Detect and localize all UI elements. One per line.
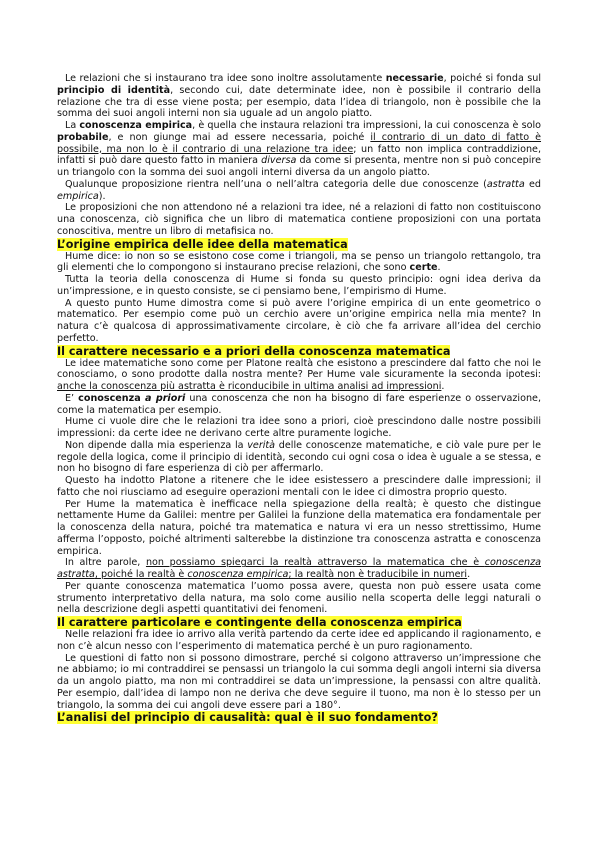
text-run: Hume ci vuole dire che le relazioni tra idee sono a priori, cioè prescindono dalle nostre possibili impressioni: da certe idee ne derivano certe altre puramente logiche. — [57, 416, 541, 439]
text-run: Le questioni di fatto non si possono dimostrare, perché si colgono attraverso un’impressione che ne abbiamo; io mi contraddirei se pensassi un triangolo la cui somma degli angoli interni sia diversa da un angolo piatto, ma non mi contraddirei se data un’impressione, la pensassi con altre qualità. Per esempio, dall’idea di lampo non ne deriva che deve seguire il tuono, ma non è lo stesso per un triangolo, la somma dei cui angoli deve essere pari a 180°. — [57, 652, 541, 711]
text-run: E’ — [65, 392, 79, 404]
body-paragraph — [57, 251, 541, 275]
text-run: probabile — [57, 131, 109, 143]
body-paragraph — [57, 179, 541, 203]
text-run: ; la realtà non è traducibile in numeri — [288, 569, 468, 580]
body-paragraph — [57, 298, 541, 345]
body-paragraph — [57, 653, 541, 712]
text-run: il contrario di un dato di fatto è possibile, ma non lo è il contrario di una relazione tra idee — [57, 131, 542, 155]
body-paragraph — [57, 202, 541, 237]
section-heading-text: L’analisi del principio di causalità: qual è il suo fondamento? — [57, 711, 438, 725]
text-run: Per quante conoscenza matematica l’uomo possa avere, questa non può essere usata come strumento interpretativo della natura, ma solo come ausilio nella scoperta delle leggi naturali o nella descrizione degli aspetti quantitativi dei fenomeni. — [57, 580, 541, 616]
text-run: A questo punto Hume dimostra come si può avere l’origine empirica di un ente geometrico o matematico. Per esempio come può un cerchio avere un’origine empirica nella mia mente? In natura c’è qualcosa di approssimativamente circolare, è ciò che fa arrivare all’idea del cerchio perfetto. — [57, 297, 541, 344]
text-run: , poiché si fonda sul — [443, 73, 541, 84]
section-heading-text: Il carattere particolare e contingente della conoscenza empirica — [57, 616, 462, 629]
body-paragraph — [57, 73, 541, 120]
text-run: conoscenza empirica — [187, 569, 289, 580]
section-heading-text: Il carattere necessario e a priori della conoscenza matematica — [57, 344, 451, 358]
text-run: certe — [409, 262, 438, 274]
text-run: Hume dice: io non so se esistono cose come i triangoli, ma se penso un triangolo rettangolo, tra gli elementi che lo compongono si instaurano precise relazioni, che sono — [57, 250, 541, 274]
text-run: Tutta la teoria della conoscenza di Hume si fonda su questo principio: ogni idea deriva da un’impressione, e in questo consiste, se ci pensiamo bene, l’empirismo di Hume. — [57, 274, 541, 297]
text-run: Le relazioni che si instaurano tra idee sono inoltre assolutamente — [65, 73, 386, 84]
body-paragraph — [57, 274, 541, 298]
document-page — [57, 73, 541, 724]
body-paragraph — [57, 416, 541, 440]
text-run: da come si presenta, mentre non si può concepire un triangolo con la somma dei suoi angoli interni diversa da un angolo piatto. — [57, 155, 541, 178]
text-run: ; un fatto non implica contraddizione, infatti si può dare questo fatto in maniera — [57, 143, 541, 167]
text-run: necessarie — [385, 73, 444, 84]
body-paragraph — [57, 629, 541, 653]
text-run: ed — [524, 178, 541, 190]
text-run: conoscenza astratta — [57, 557, 541, 580]
text-run: verità — [247, 439, 276, 451]
text-run: . — [437, 262, 441, 274]
text-run: . — [441, 381, 445, 392]
section-heading — [57, 711, 541, 724]
body-paragraph — [57, 393, 541, 417]
text-run: empirica — [57, 190, 99, 202]
text-run: delle conoscenze matematiche, e ciò vale pure per le regole della logica, come il principio di identità, secondo cui ogni cosa o idea è uguale a se stessa, e non ho bisogno di fare esperienza di ciò per affermarlo. — [57, 439, 541, 475]
text-run: astratta — [486, 178, 525, 190]
text-run: Questo ha indotto Platone a ritenere che le idee esistessero a prescindere dalle impressioni; il fatto che noi riusciamo ad eseguire operazioni mentali con le idee ci dimostra proprio questo. — [57, 475, 541, 498]
text-run: , poiché la realtà è — [94, 569, 188, 580]
section-heading-text: L’origine empirica delle idee della matematica — [57, 237, 348, 251]
body-paragraph — [57, 358, 541, 393]
text-run: . — [467, 569, 471, 580]
text-run: diversa — [261, 155, 297, 167]
text-run: Nelle relazioni fra idee io arrivo alla verità partendo da certe idee ed applicando il ragionamento, e non c’è alcun nesso con l’esperimento di matematica perché è un puro ragionamento. — [57, 629, 541, 652]
body-paragraph — [57, 475, 541, 499]
text-run: conoscenza empirica — [79, 120, 193, 131]
text-run: principio di identità — [57, 84, 171, 96]
body-paragraph — [57, 557, 541, 581]
text-run: , è quella che instaura relazioni tra impressioni, la cui conoscenza è solo — [192, 120, 542, 131]
text-run: , e non giunge mai ad essere necessaria, poiché — [108, 131, 371, 143]
text-run: Le idee matematiche sono come per Platone realtà che esistono a prescindere dal fatto che noi le conosciamo, o sono prodotte dalla nostra mente? Per Hume vale sicuramente la seconda ipotesi: — [57, 357, 541, 381]
text-run: a priori — [145, 392, 186, 404]
text-run: La — [65, 120, 80, 131]
body-paragraph — [57, 440, 541, 475]
body-paragraph — [57, 120, 541, 179]
text-run: una conoscenza che non ha bisogno di fare esperienze o osservazione, come la matematica per esempio. — [57, 392, 541, 416]
text-run: Le proposizioni che non attendono né a relazioni tra idee, né a relazioni di fatto non costituiscono una conoscenza, ciò significa che un libro di matematica contiene proposizioni con una portata conoscitiva, mentre un libro di metafisica no. — [57, 202, 541, 237]
text-run: ). — [98, 190, 106, 202]
body-paragraph — [57, 499, 541, 558]
section-heading — [57, 238, 541, 251]
text-run: Non dipende dalla mia esperienza la — [65, 439, 248, 451]
text-run: In altre parole, — [65, 557, 146, 569]
body-paragraph — [57, 581, 541, 616]
section-heading — [57, 345, 541, 358]
text-run: , secondo cui, date determinate idee, non è possibile il contrario della relazione che tra di esse viene posta; per esempio, data l’idea di triangolo, non è possibile che la somma dei suoi angoli interni non sia uguale ad un angolo piatto. — [57, 84, 541, 120]
text-run: anche la conoscenza più astratta è riconducibile in ultima analisi ad impressioni — [57, 381, 442, 392]
text-run: Qualunque proposizione rientra nell’una o nell’altra categoria delle due conoscenze ( — [65, 178, 487, 190]
text-run: Per Hume la matematica è inefficace nella spiegazione della realtà; è questo che distingue nettamente Hume da Galilei: mentre per Galilei la funzione della matematica era fondamentale per la conoscenza della natura, poiché tra matematica e natura vi era un nesso strettissimo, Hume afferma l’opposto, poiché altrimenti salterebbe la distinzione tra conoscenza astratta e conoscenza empirica. — [57, 498, 541, 557]
text-run: conoscenza — [78, 392, 146, 404]
text-run: non possiamo spiegarci la realtà attraverso la matematica che è — [145, 557, 485, 569]
section-heading — [57, 616, 541, 629]
